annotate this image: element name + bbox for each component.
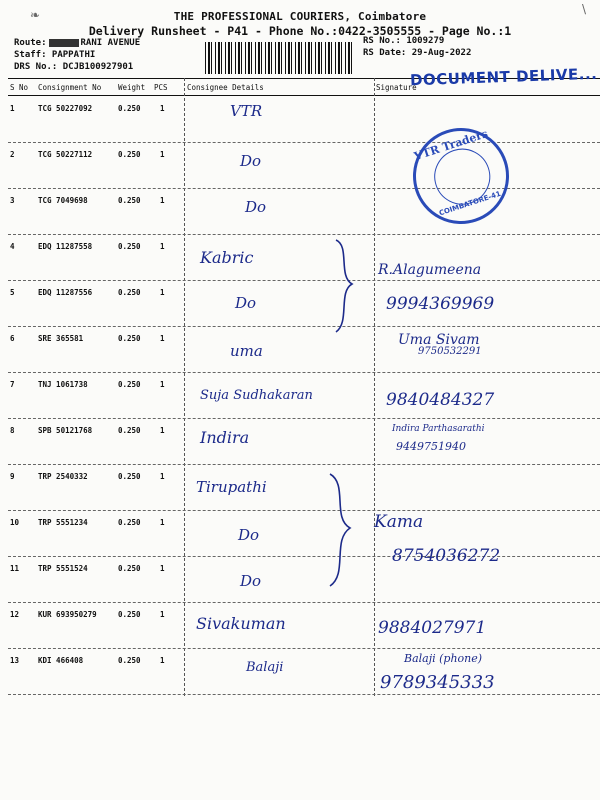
- row-sno: 8: [10, 426, 15, 435]
- handwritten-phone: 9840484327: [386, 390, 495, 410]
- handwritten-signature: Kama: [374, 512, 424, 532]
- handwritten-phone: 9750532291: [418, 346, 482, 357]
- route-value: RANI AVENUE: [80, 38, 141, 48]
- row-pcs: 1: [160, 518, 165, 527]
- seal-top-text: VTR Traders: [412, 127, 490, 164]
- table-row: [8, 510, 600, 557]
- row-consignment-no: SPB 50121768: [38, 426, 93, 435]
- table-row: [8, 464, 600, 511]
- row-consignment-no: EDQ 11287556: [38, 288, 93, 297]
- table-row: [8, 326, 600, 373]
- table-row: [8, 648, 600, 695]
- row-consignment-no: TRP 2540332: [38, 472, 88, 481]
- row-pcs: 1: [160, 242, 165, 251]
- row-pcs: 1: [160, 610, 165, 619]
- seal-bottom-text: COIMBATORE-41: [438, 189, 502, 218]
- scan-mark: ❧: [30, 8, 41, 22]
- row-sno: 2: [10, 150, 15, 159]
- rs-date: RS Date: 29-Aug-2022: [363, 48, 472, 58]
- handwritten-consignee: Do: [238, 526, 260, 544]
- document-delivered-stamp: DOCUMENT DELIVE...: [409, 64, 598, 90]
- handwritten-consignee: uma: [230, 342, 263, 360]
- handwritten-consignee: Suja Sudhakaran: [200, 388, 313, 403]
- handwritten-signature: Indira Parthasarathi: [392, 424, 485, 434]
- row-pcs: 1: [160, 288, 165, 297]
- row-sno: 5: [10, 288, 15, 297]
- row-weight: 0.250: [118, 150, 141, 159]
- table-row: [8, 418, 600, 465]
- row-pcs: 1: [160, 104, 165, 113]
- col-sno: S No: [10, 83, 29, 92]
- handwritten-consignee: Do: [240, 152, 262, 170]
- col-weight: Weight: [118, 83, 146, 92]
- row-weight: 0.250: [118, 472, 141, 481]
- table-row: [8, 556, 600, 603]
- row-pcs: 1: [160, 150, 165, 159]
- row-weight: 0.250: [118, 656, 141, 665]
- row-pcs: 1: [160, 380, 165, 389]
- handwritten-phone: 9884027971: [378, 618, 487, 638]
- row-sno: 9: [10, 472, 15, 481]
- table-row: [8, 188, 600, 235]
- col-consignment: Consignment No: [38, 83, 102, 92]
- document-title: THE PROFESSIONAL COURIERS, Coimbatore: [173, 10, 427, 23]
- handwritten-phone: 8754036272: [392, 546, 501, 566]
- handwritten-consignee: Sivakuman: [196, 614, 286, 633]
- row-consignment-no: TRP 5551524: [38, 564, 88, 573]
- staff-line: Staff: PAPPATHI: [14, 50, 96, 60]
- row-sno: 12: [10, 610, 20, 619]
- row-weight: 0.250: [118, 518, 141, 527]
- route-label: Route:: [14, 38, 47, 48]
- handwritten-brace: [324, 470, 364, 590]
- row-consignment-no: TCG 50227092: [38, 104, 93, 113]
- scan-mark: \: [582, 2, 587, 16]
- row-weight: 0.250: [118, 426, 141, 435]
- row-weight: 0.250: [118, 242, 141, 251]
- handwritten-phone: 9449751940: [396, 440, 466, 453]
- row-weight: 0.250: [118, 380, 141, 389]
- row-sno: 13: [10, 656, 20, 665]
- row-weight: 0.250: [118, 564, 141, 573]
- row-consignment-no: KUR 693950279: [38, 610, 97, 619]
- handwritten-signature: R.Alagumeena: [378, 262, 482, 278]
- row-sno: 3: [10, 196, 15, 205]
- row-pcs: 1: [160, 472, 165, 481]
- handwritten-signature: Uma Sivam: [398, 332, 480, 348]
- col-pcs: PCS: [154, 83, 168, 92]
- table-row: [8, 602, 600, 649]
- row-weight: 0.250: [118, 288, 141, 297]
- barcode: [205, 42, 355, 74]
- table-row: [8, 280, 600, 327]
- handwritten-consignee: Indira: [200, 428, 250, 447]
- row-consignment-no: TCG 7049698: [38, 196, 88, 205]
- row-consignment-no: EDQ 11287558: [38, 242, 93, 251]
- row-consignment-no: TRP 5551234: [38, 518, 88, 527]
- handwritten-consignee: Tirupathi: [196, 478, 267, 496]
- row-consignment-no: KDI 466408: [38, 656, 84, 665]
- row-pcs: 1: [160, 426, 165, 435]
- table-row: [8, 96, 600, 143]
- row-consignment-no: SRE 365581: [38, 334, 84, 343]
- row-sno: 11: [10, 564, 20, 573]
- route-line: [14, 38, 140, 48]
- row-pcs: 1: [160, 564, 165, 573]
- handwritten-consignee: Do: [245, 198, 267, 216]
- row-pcs: 1: [160, 334, 165, 343]
- row-weight: 0.250: [118, 104, 141, 113]
- handwritten-consignee: Do: [240, 572, 262, 590]
- rs-number: RS No.: 1009279: [363, 36, 445, 46]
- handwritten-phone: 9994369969: [386, 294, 495, 314]
- col-signature: Signature: [376, 83, 417, 92]
- table-row: [8, 234, 600, 281]
- handwritten-phone: 9789345333: [380, 672, 495, 693]
- row-weight: 0.250: [118, 610, 141, 619]
- row-consignment-no: TCG 50227112: [38, 150, 93, 159]
- row-sno: 1: [10, 104, 15, 113]
- row-pcs: 1: [160, 196, 165, 205]
- col-consignee: Consignee Details: [187, 83, 264, 92]
- redaction: [49, 39, 79, 47]
- row-sno: 10: [10, 518, 20, 527]
- handwritten-consignee: Balaji: [246, 660, 284, 675]
- drs-number: DRS No.: DCJB100927901: [14, 62, 134, 72]
- row-pcs: 1: [160, 656, 165, 665]
- handwritten-consignee: Kabric: [200, 248, 254, 267]
- row-consignment-no: TNJ 1061738: [38, 380, 88, 389]
- handwritten-brace: [328, 236, 368, 336]
- handwritten-consignee: VTR: [230, 102, 263, 120]
- row-sno: 7: [10, 380, 15, 389]
- handwritten-consignee: Do: [235, 294, 257, 312]
- row-sno: 4: [10, 242, 15, 251]
- document-subtitle: Delivery Runsheet - P41 - Phone No.:0422-3505555 - Page No.:1: [88, 24, 512, 38]
- handwritten-signature: Balaji (phone): [404, 652, 483, 665]
- row-sno: 6: [10, 334, 15, 343]
- row-weight: 0.250: [118, 196, 141, 205]
- table-row: [8, 142, 600, 189]
- row-weight: 0.250: [118, 334, 141, 343]
